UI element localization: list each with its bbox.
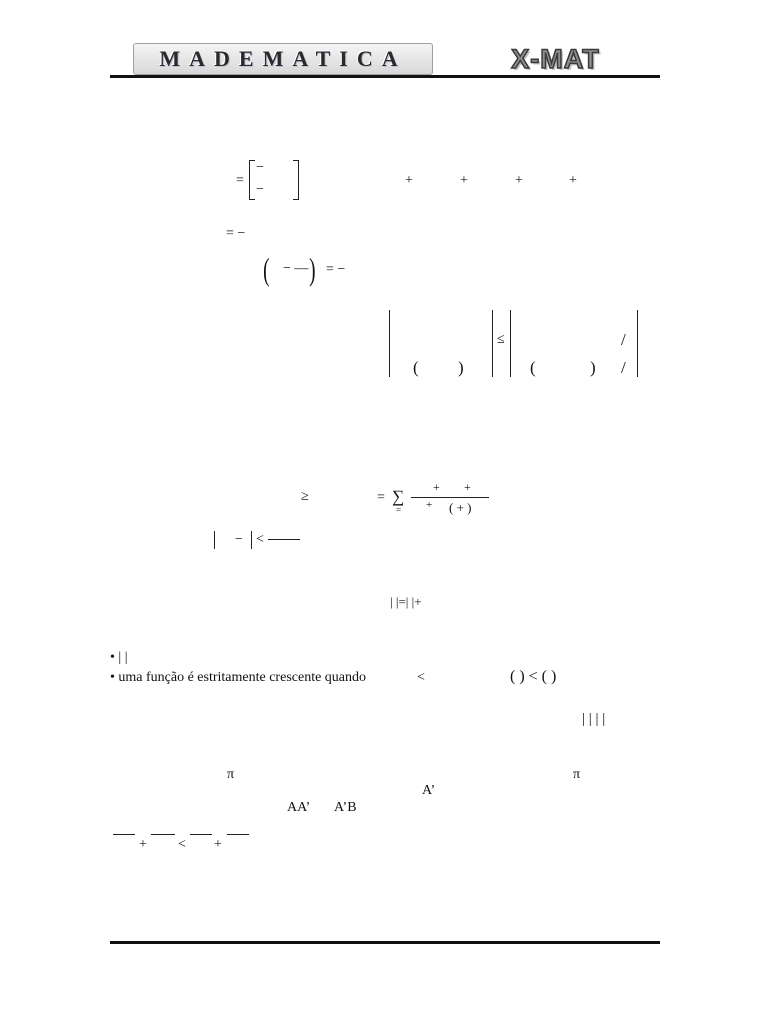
paren-inner: − — bbox=[283, 261, 309, 276]
fraction-lt: < bbox=[178, 837, 186, 852]
det-bar bbox=[637, 310, 638, 377]
fraction-bar bbox=[113, 834, 135, 835]
abs-pair: | | | | bbox=[582, 711, 606, 727]
paren-close: ) bbox=[309, 251, 316, 287]
geq-sign: ≥ bbox=[301, 489, 309, 504]
plus-sign: + bbox=[460, 173, 468, 188]
denominator-paren: ( + ) bbox=[449, 500, 472, 515]
abs-bar bbox=[251, 531, 252, 549]
fraction-bar bbox=[268, 539, 300, 540]
point-label: A’ bbox=[422, 783, 436, 798]
bullet-item: • uma função é estritamente crescente quando bbox=[110, 670, 367, 685]
segment-label: A’B bbox=[334, 800, 357, 815]
matrix-right-bracket bbox=[293, 160, 299, 200]
segment-label: AA’ bbox=[287, 800, 311, 815]
fraction-bar bbox=[190, 834, 212, 835]
matrix-minus-bottom: − bbox=[256, 182, 264, 197]
det-slash: / bbox=[621, 358, 626, 377]
matrix-equals: = bbox=[236, 173, 244, 188]
det-leq: ≤ bbox=[497, 332, 505, 347]
bullet-inequality: ( ) < ( ) bbox=[510, 668, 557, 685]
fraction-plus: + bbox=[139, 837, 147, 852]
xmat-logo-text: X-MAT bbox=[511, 43, 600, 74]
banner-title: MADEMATICA bbox=[159, 46, 407, 71]
det-paren-close: ) bbox=[590, 358, 596, 377]
sum-sign: ∑ bbox=[392, 487, 405, 506]
det-bar bbox=[389, 310, 390, 377]
matrix-left-bracket bbox=[249, 160, 255, 200]
abs-minus: − bbox=[235, 532, 243, 547]
plus-sign: + bbox=[515, 173, 523, 188]
abs-lt: < bbox=[256, 532, 264, 547]
plus-sign: + bbox=[405, 173, 413, 188]
footer-rule bbox=[110, 941, 660, 944]
fraction-plus: + bbox=[214, 837, 222, 852]
det-paren-open: ( bbox=[530, 358, 536, 377]
equals-minus: = − bbox=[226, 226, 246, 241]
det-bar bbox=[510, 310, 511, 377]
xmat-logo bbox=[498, 42, 613, 76]
pi-symbol: π bbox=[573, 767, 581, 782]
paren-open: ( bbox=[263, 251, 270, 287]
header-rule bbox=[110, 75, 660, 78]
plus-sign: + bbox=[569, 173, 577, 188]
bullet-item: • | | bbox=[110, 650, 128, 665]
abs-bar bbox=[214, 531, 215, 549]
header-banner bbox=[133, 43, 433, 75]
bullet-lt: < bbox=[417, 670, 425, 685]
matrix-minus-top: − bbox=[256, 160, 264, 175]
numerator-plus: + bbox=[464, 480, 471, 494]
abs-equality: | |=| |+ bbox=[390, 594, 422, 609]
pi-symbol: π bbox=[227, 767, 235, 782]
det-slash: / bbox=[621, 330, 626, 349]
fraction-bar bbox=[151, 834, 175, 835]
det-paren-open: ( bbox=[413, 358, 419, 377]
denominator-plus: + bbox=[426, 499, 433, 511]
numerator-plus: + bbox=[433, 480, 440, 494]
det-paren-close: ) bbox=[458, 358, 464, 377]
fraction-bar bbox=[227, 834, 249, 835]
fraction-bar bbox=[411, 497, 489, 498]
equals-minus: = − bbox=[326, 262, 346, 277]
sum-equals: = bbox=[377, 490, 385, 505]
sum-lower-index: = bbox=[396, 505, 402, 515]
det-bar bbox=[492, 310, 493, 377]
